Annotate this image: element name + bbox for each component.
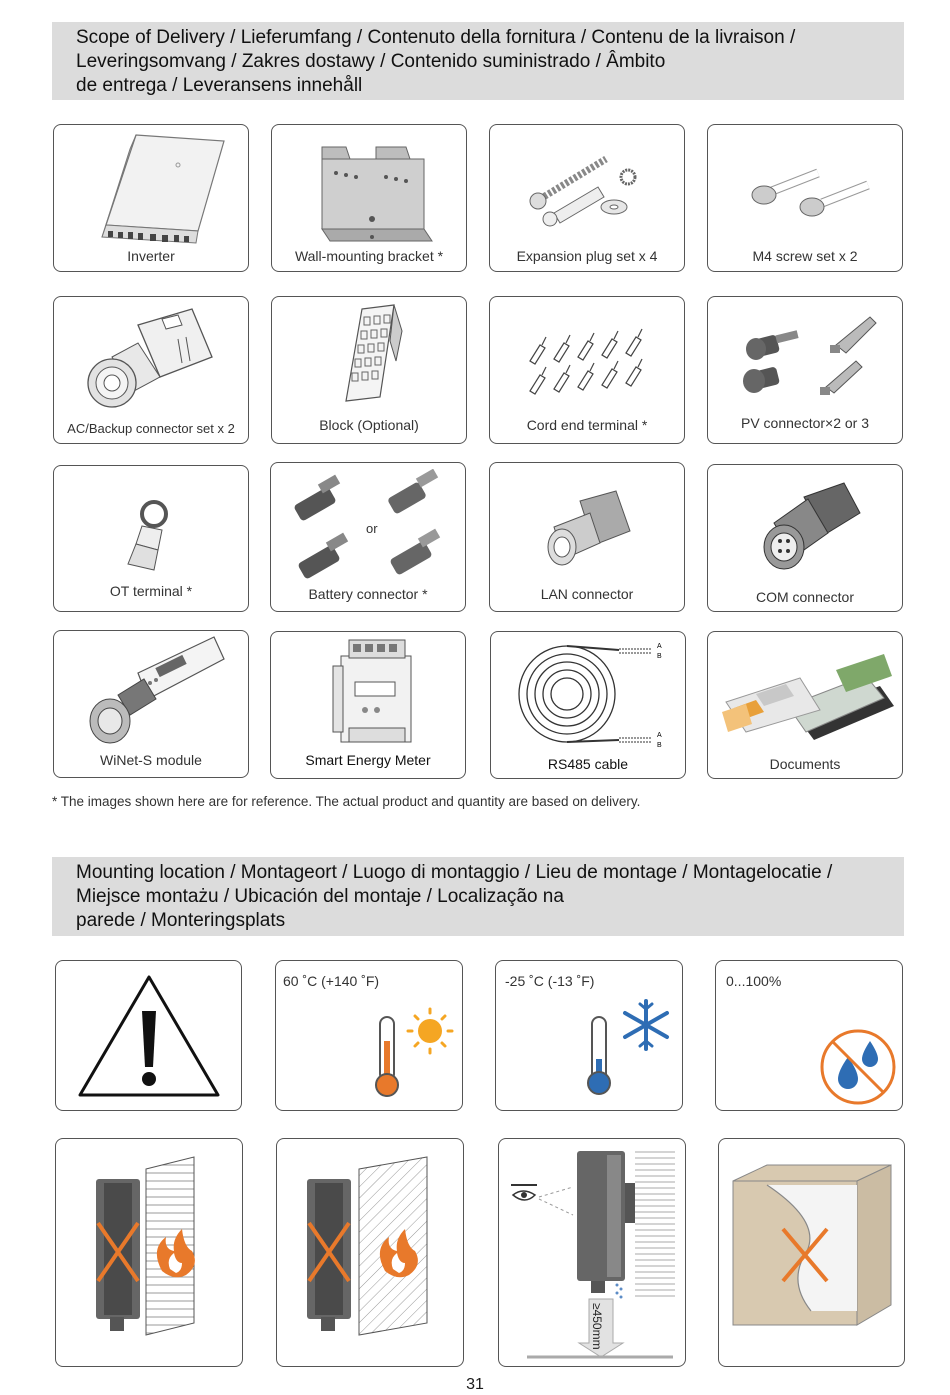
scenario-card-no-flammable-wall-2: [276, 1138, 464, 1367]
delivery-heading-line: de entrega / Leveransens innehåll: [76, 75, 363, 96]
block-icon: [322, 301, 422, 409]
eye-level-clearance-icon: [507, 1143, 677, 1363]
battery-or-label: or: [366, 521, 378, 536]
clearance-label: ≥450mm: [590, 1303, 604, 1350]
mounting-heading-line: Miejsce montażu / Ubicación del montaje / Localização na: [76, 886, 564, 907]
delivery-heading: [52, 22, 904, 100]
warning-icon: [74, 971, 224, 1101]
condition-label: -25 ˚C (-13 ˚F): [505, 973, 595, 989]
no-water-drops-icon: [818, 1027, 898, 1107]
condition-card-warning: [55, 960, 242, 1111]
condition-card-cold: [495, 960, 683, 1111]
item-card-energy-meter: [270, 631, 466, 779]
winet-module-icon: [78, 633, 228, 749]
item-label: M4 screw set x 2: [752, 248, 858, 264]
com-connector-icon: [754, 479, 864, 579]
hot-thermometer-sun-icon: [368, 1001, 458, 1101]
item-card-rs485-cable: [490, 631, 686, 779]
item-card-expansion-plug: [489, 124, 685, 272]
rs485-cable-icon: [499, 636, 679, 754]
rs485-a-label: A: [657, 643, 662, 650]
condition-card-humidity: [715, 960, 903, 1111]
scenario-card-no-enclosure: [718, 1138, 905, 1367]
delivery-heading-line: Leveringsomvang / Zakres dostawy / Contenido suministrado / Âmbito: [76, 51, 666, 72]
item-label: PV connector×2 or 3: [740, 415, 870, 431]
cord-end-terminal-icon: [524, 327, 654, 397]
condition-card-hot: [275, 960, 463, 1111]
item-card-screw: [707, 124, 903, 272]
item-label: AC/Backup connector set x 2: [67, 421, 235, 436]
item-label: Cord end terminal *: [526, 417, 648, 433]
documents-icon: [716, 646, 896, 746]
item-label: Wall-mounting bracket *: [294, 248, 444, 264]
mounting-heading-line: parede / Monteringsplats: [76, 910, 286, 931]
item-label: Block (Optional): [319, 417, 419, 433]
reference-note: * The images shown here are for reference. The actual product and quantity are based on delivery.: [52, 794, 641, 809]
flammable-wall-forbidden-icon: [291, 1153, 451, 1353]
item-card-com-connector: [707, 464, 903, 612]
item-label: COM connector: [755, 589, 855, 605]
expansion-plug-icon: [524, 139, 654, 239]
item-label: Documents: [769, 756, 841, 772]
item-label: OT terminal *: [109, 583, 193, 599]
energy-meter-icon: [319, 636, 419, 748]
item-label: Smart Energy Meter: [305, 752, 431, 768]
item-label: Inverter: [127, 248, 175, 264]
screw-icon: [736, 161, 876, 231]
delivery-heading-line: Scope of Delivery / Lieferumfang / Contenuto della fornitura / Contenu de la livraison /: [76, 27, 796, 48]
item-card-bracket: [271, 124, 467, 272]
item-label: WiNet-S module: [100, 752, 202, 768]
ot-terminal-icon: [120, 496, 180, 576]
item-label: RS485 cable: [547, 756, 629, 772]
condition-label: 60 ˚C (+140 ˚F): [283, 973, 380, 989]
cold-thermometer-snowflake-icon: [580, 999, 680, 1099]
item-card-ot-terminal: [53, 465, 249, 612]
mounting-heading: [52, 857, 904, 936]
item-card-block: [271, 296, 467, 444]
scenario-card-eye-level-clearance: [498, 1138, 686, 1367]
rs485-b-label: B: [657, 653, 662, 660]
item-card-ac-connector: [53, 296, 249, 444]
bracket-icon: [306, 133, 436, 245]
closed-cabinet-forbidden-icon: [727, 1161, 897, 1341]
lan-connector-icon: [540, 487, 640, 577]
item-card-pv-connector: [707, 296, 903, 444]
flammable-wall-forbidden-icon: [70, 1153, 230, 1353]
page-number: 31: [466, 1376, 484, 1393]
pv-connector-icon: [726, 309, 886, 399]
scenario-card-no-flammable-wall-1: [55, 1138, 243, 1367]
item-card-battery-connector: [270, 462, 466, 612]
inverter-icon: [78, 131, 228, 249]
rs485-a-label: A: [657, 732, 662, 739]
item-card-inverter: [53, 124, 249, 272]
item-card-lan-connector: [489, 462, 685, 612]
item-label: LAN connector: [540, 586, 634, 602]
item-card-winet-module: [53, 630, 249, 778]
condition-label: 0...100%: [726, 973, 782, 989]
rs485-b-label: B: [657, 742, 662, 749]
mounting-heading-line: Mounting location / Montageort / Luogo di montaggio / Lieu de montage / Montagelocatie /: [76, 862, 833, 883]
item-card-documents: [707, 631, 903, 779]
item-label: Expansion plug set x 4: [516, 248, 658, 264]
item-card-cord-end-terminal: [489, 296, 685, 444]
item-label: Battery connector *: [308, 586, 428, 602]
ac-connector-icon: [82, 303, 222, 415]
